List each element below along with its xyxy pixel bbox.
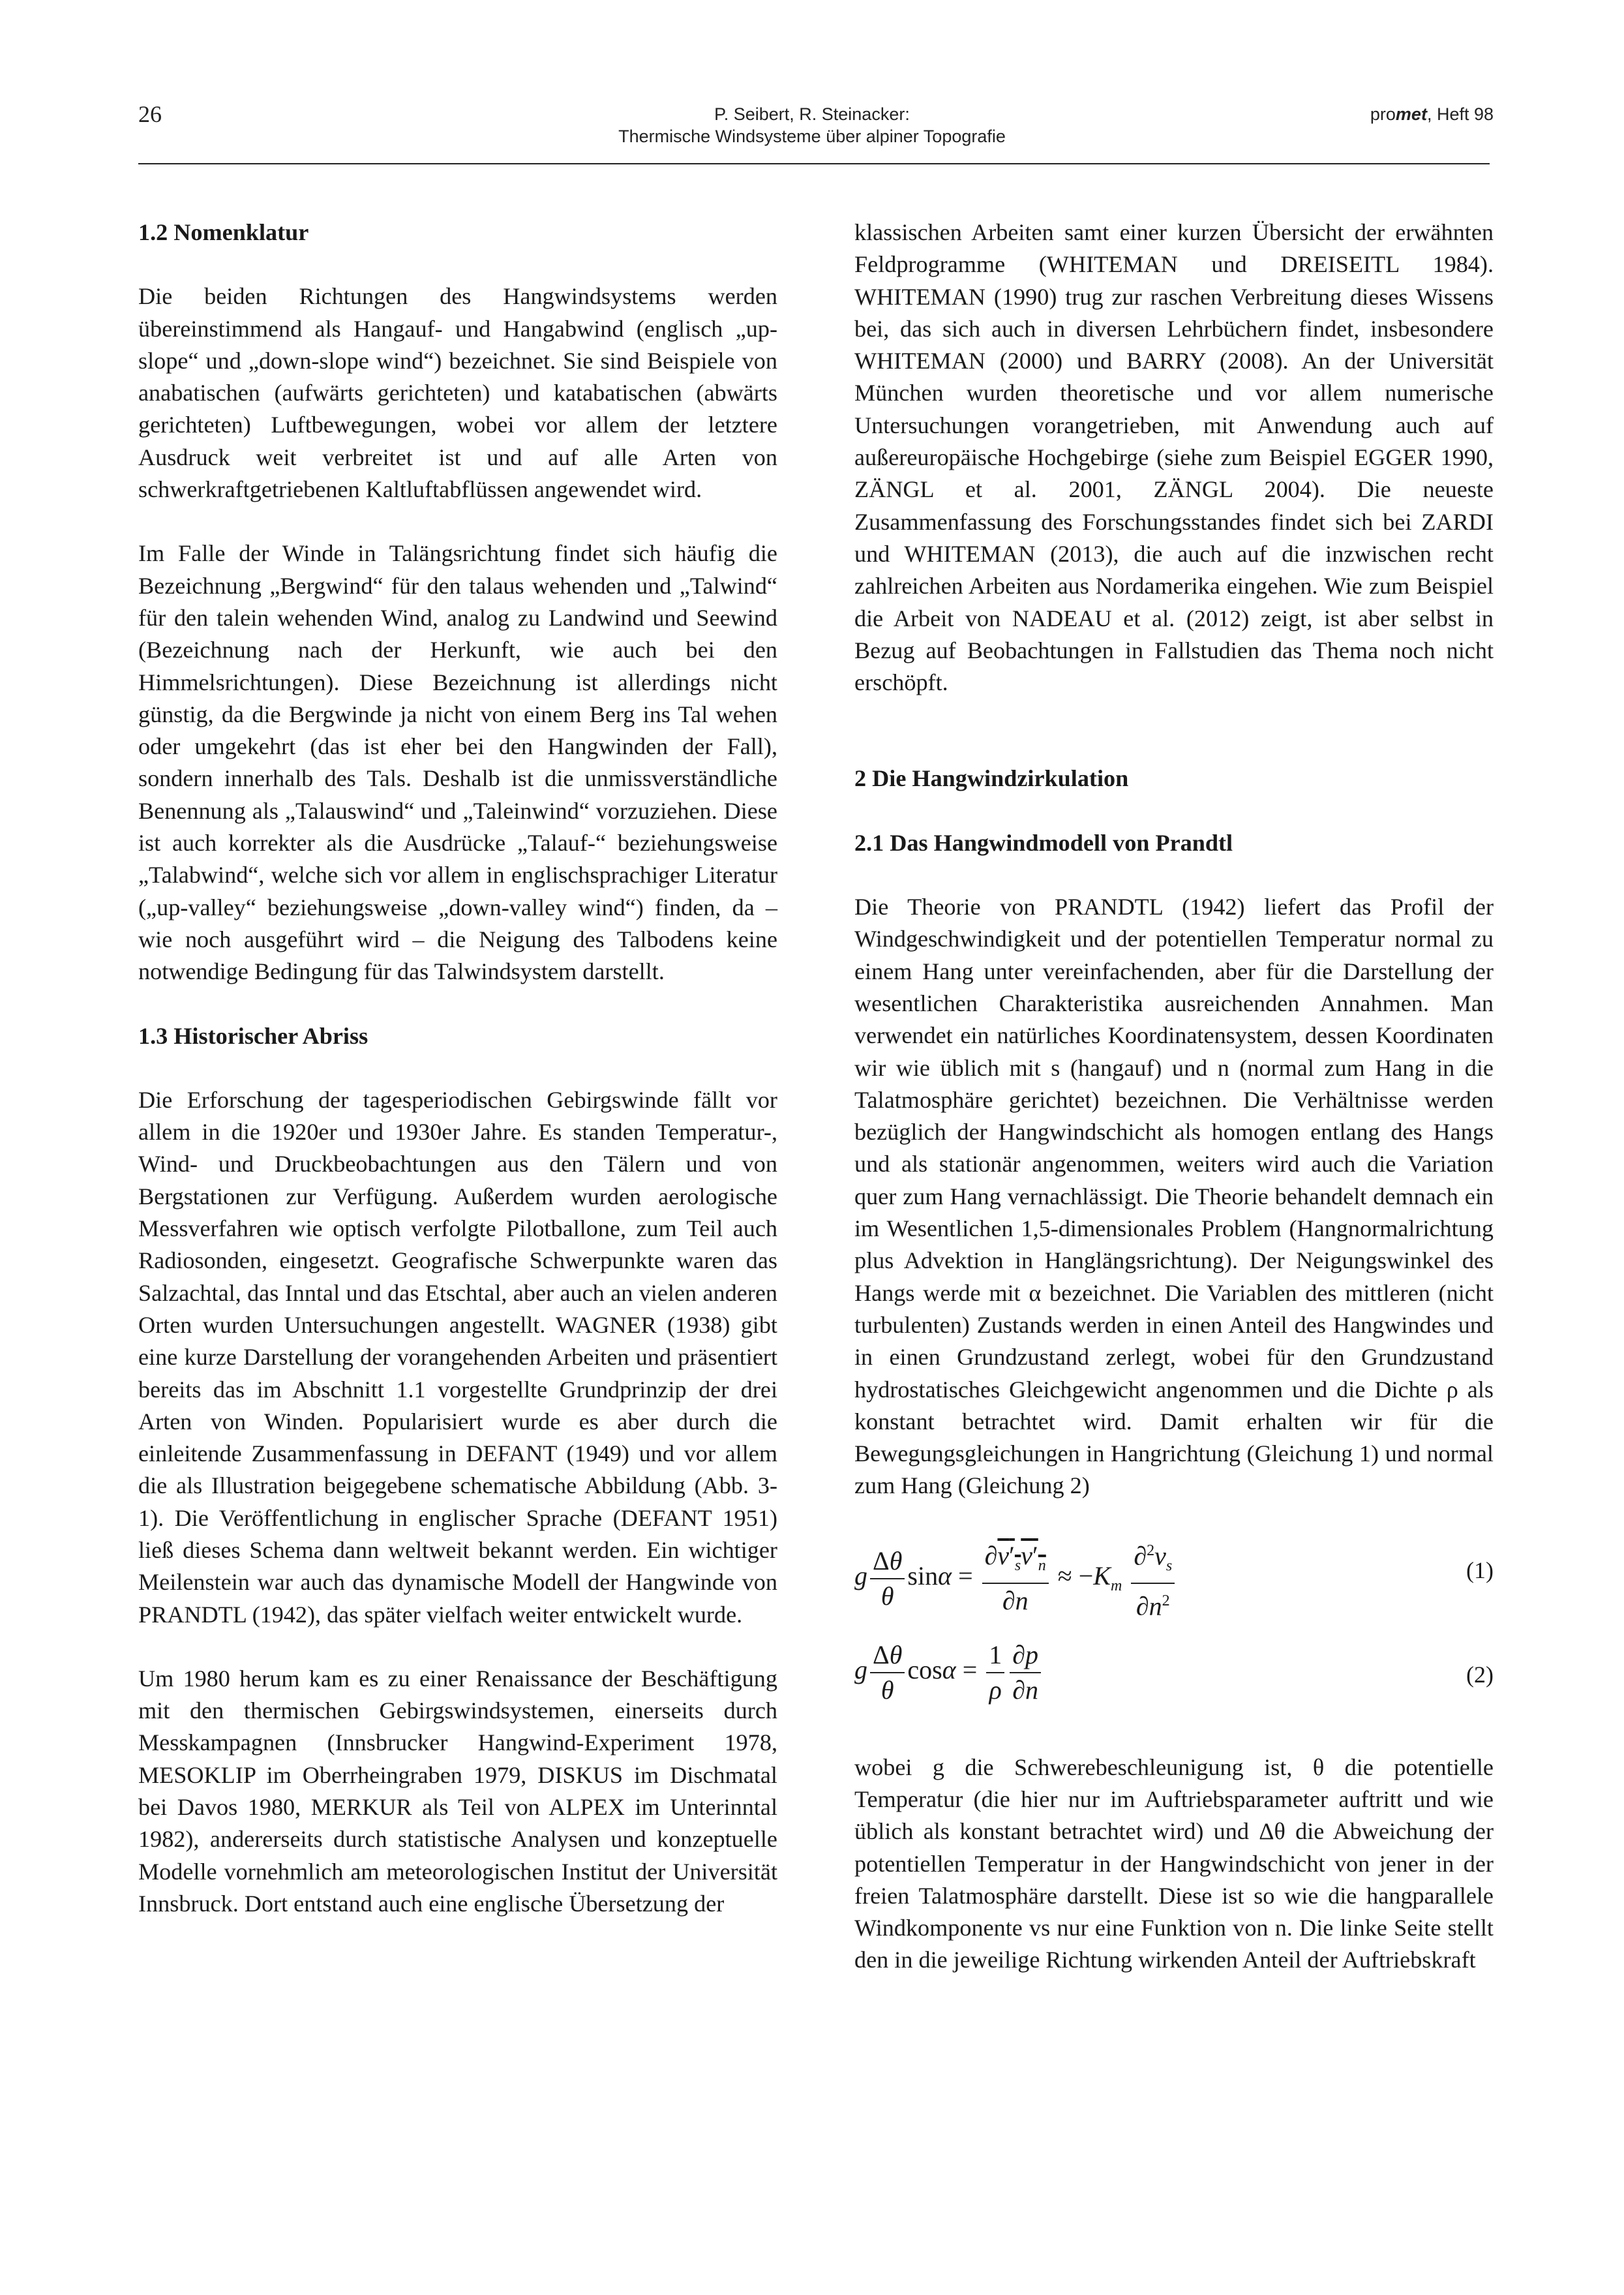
journal-issue-number: , Heft 98 [1426, 104, 1494, 124]
section-heading: 1.3 Historischer Abriss [138, 1022, 368, 1049]
journal-brand: met [1395, 104, 1427, 124]
section-heading: 2.1 Das Hangwindmodell von Prandtl [854, 829, 1233, 856]
left-column [138, 217, 777, 1920]
paragraph: Im Falle der Winde in Talängsrichtung findet sich häufig die Bezeichnung „Bergwind“ für den talaus wehenden und „Talwind“ für den talein wehenden Wind, analog zu Landwind und Seewind (Bezeichnung nach der Herkunft, wie auch bei den Himmelsrichtungen). Diese Bezeichnung ist allerdings nicht günstig, da die Bergwinde ja nicht von einem Berg ins Tal wehen oder umgekehrt (das ist eher bei den Hangwinden der Fall), sondern innerhalb des Tals. Deshalb ist die unmissverständliche Benennung als „Talauswind“ und „Taleinwind“ vorzuziehen. Diese ist auch korrekter als die Ausdrücke „Talauf-“ beziehungsweise „Talabwind“, welche sich vor allem in englischsprachiger Literatur („up-valley“ beziehungsweise „down-valley wind“) finden, da – wie noch ausgeführt wird – die Neigung des Talbodens keine notwendige Bedingung für das Talwindsystem darstellt. [138, 540, 777, 985]
paragraph: wobei g die Schwerebeschleunigung ist, θ die potentielle Temperatur (die hier nur im Auftriebsparameter auftritt und wie üblich als konstant betrachtet wird) und Δθ die Abweichung der potentiellen Temperatur in der Hangwindschicht von jener in der freien Talatmosphäre darstellt. Diese ist so wie die hangparallele Windkomponente vs nur eine Funktion von n. Die linke Seite stellt den in die jeweilige Richtung wirkenden Anteil der Auftriebskraft [854, 1754, 1494, 1973]
header-rule [138, 163, 1490, 164]
paragraph: Die Theorie von PRANDTL (1942) liefert das Profil der Windgeschwindigkeit und der potentiellen Temperatur normal zu einem Hang unter vereinfachenden, aber für die Darstellung der wesentlichen Charakteristika ausreichenden Annahmen. Man verwendet ein natürliches Koordinatensystem, dessen Koordinaten wir wie üblich mit s (hangauf) und n (normal zum Hang in die Talatmosphäre gerichtet) bezeichnen. Die Verhältnisse werden bezüglich der Hangwindschicht als homogen entlang des Hangs und als stationär angenommen, weiters wird auch die Variation quer zum Hang vernachlässigt. Die Theorie behandelt demnach ein im Wesentlichen 1,5-dimensionales Problem (Hangnormalrichtung plus Advektion in Hanglängsrichtung). Der Neigungswinkel des Hangs werde mit α bezeichnet. Die Variablen des mittleren (nicht turbulenten) Zustands werden in einen Anteil des Hangwindes und in einen Grundzustand zerlegt, wobei für den Grundzustand hydrostatisches Gleichgewicht angenommen und die Dichte ρ als konstant betrachtet wird. Damit erhalten wir für die Bewegungsgleichungen in Hangrichtung (Gleichung 1) und normal zum Hang (Gleichung 2) [854, 894, 1494, 1499]
journal-issue [1370, 103, 1494, 125]
paragraph: klassischen Arbeiten samt einer kurzen Übersicht der erwähnten Feldprogramme (WHITEMAN und DREISEITL 1984). WHITEMAN (1990) trug zur raschen Verbreitung dieses Wissens bei, das sich auch in diversen Lehrbüchern findet, insbesondere WHITEMAN (2000) und BARRY (2008). An der Universität München wurden theoretische und vor allem numerische Untersuchungen vorangetrieben, mit Anwendung auch auf außereuropäische Hochgebirge (siehe zum Beispiel EGGER 1990, ZÄNGL et al. 2001, ZÄNGL 2004). Die neueste Zusammenfassung des Forschungsstandes findet sich bei ZARDI und WHITEMAN (2013), die auch auf die inzwischen recht zahlreichen Arbeiten aus Nordamerika eingehen. Wie zum Beispiel die Arbeit von NADEAU et al. (2012) zeigt, ist aber selbst in Bezug auf Beobachtungen in Fallstudien das Thema noch nicht erschöpft. [854, 219, 1494, 696]
paragraph: Um 1980 herum kam es zu einer Renaissance der Beschäftigung mit den thermischen Gebirgswindsystemen, einerseits durch Messkampagnen (Innsbrucker Hangwind-Experiment 1978, MESOKLIP im Oberrheingraben 1979, DISKUS im Dischmatal bei Davos 1980, MERKUR als Teil von ALPEX im Unterinntal 1982), andererseits durch statistische Analysen und konzeptuelle Modelle vornehmlich am meteorologischen Institut der Universität Innsbruck. Dort entstand auch eine englische Übersetzung der [138, 1665, 777, 1917]
header-title: Thermische Windsysteme über alpiner Topografie [618, 127, 1006, 146]
equation-number: (1) [1466, 1557, 1494, 1583]
header-authors: P. Seibert, R. Steinacker: [714, 104, 910, 124]
equation-1: g $\frac{\Delta\theta}{\theta}$ sinα = $\frac{\partial v'_sv'_n}{\partial n}$ ≈ $-K_m$ $\frac{\partial^2v_s}{\partial n^2}$ (1) [854, 1528, 1494, 1617]
page-number: 26 [138, 101, 162, 127]
section-heading: 1.2 Nomenklatur [138, 219, 309, 245]
paragraph: Die beiden Richtungen des Hangwindsystems werden übereinstimmend als Hangauf- und Hangabwind (englisch „up-slope“ und „down-slope wind“) bezeichnet. Sie sind Beispiele von anabatischen (aufwärts gerichteten) und katabatischen (abwärts gerichteten) Luftbewegungen, wobei vor allem der letztere Ausdruck weit verbreitet ist und auf alle Arten von schwerkraftgetriebenen Kaltluftabflüssen angewendet wird. [138, 283, 777, 503]
equation-2: g $\frac{\Delta\theta}{\theta}$ cosα = $\frac{1}{\rho}$ $\frac{\partial p}{\partial n}$ (2) [854, 1633, 1494, 1722]
equation-number: (2) [1466, 1661, 1494, 1688]
right-column [854, 217, 1494, 1977]
journal-prefix: pro [1370, 104, 1396, 124]
paragraph: Die Erforschung der tagesperiodischen Gebirgswinde fällt vor allem in die 1920er und 1930er Jahre. Es standen Temperatur-, Wind- und Druckbeobachtungen aus den Tälern und von Bergstationen zur Verfügung. Außerdem wurden aerologische Messverfahren wie optisch verfolgte Pilotballone, zum Teil auch Radiosonden, eingesetzt. Geografische Schwerpunkte waren das Salzachtal, das Inntal und das Etschtal, aber auch an vielen anderen Orten wurden Untersuchungen angestellt. WAGNER (1938) gibt eine kurze Darstellung der vorangehenden Arbeiten und präsentiert bereits das im Abschnitt 1.1 vorgestellte Grundprinzip der drei Arten von Winden. Popularisiert wurde es aber durch die einleitende Zusammenfassung in DEFANT (1949) und vor allem die als Illustration beigegebene schematische Abbildung (Abb. 3-1). Die Veröffentlichung in englischer Sprache (DEFANT 1951) ließ dieses Schema dann weltweit bekannt werden. Ein wichtiger Meilenstein war auch das dynamische Modell der Hangwinde von PRANDTL (1942), das später vielfach weiter entwickelt wurde. [138, 1086, 777, 1628]
section-heading: 2 Die Hangwindzirkulation [854, 765, 1129, 792]
